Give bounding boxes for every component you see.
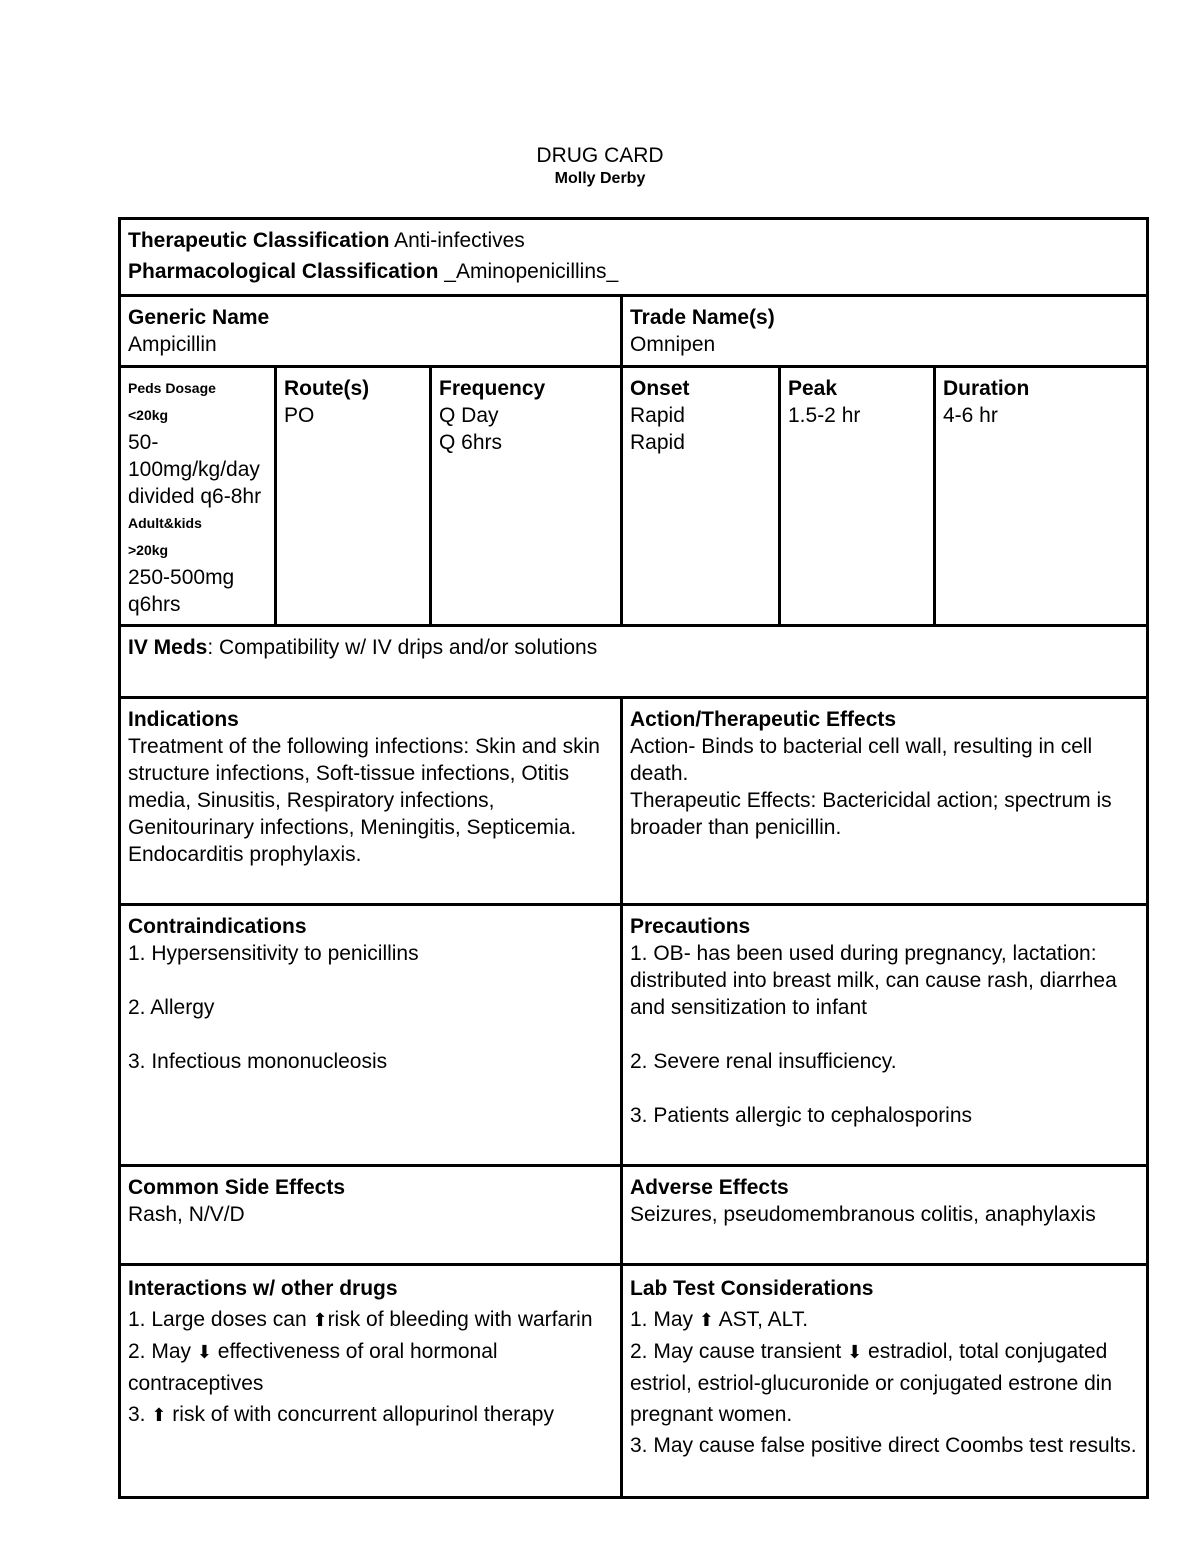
contraindication-item: 3. Infectious mononucleosis [128,1050,388,1073]
pharmacological-classification-value: _Aminopenicillins_ [438,260,619,283]
dosage-row [120,367,1148,626]
precaution-item: 2. Severe renal insufficiency. [630,1050,897,1073]
action-cell [622,698,1148,905]
side-effects-row [120,1166,1148,1265]
interactions-row [120,1265,1148,1498]
trade-name-label: Trade Name(s) [630,306,775,329]
indications-row [120,698,1148,905]
action-label: Action/Therapeutic Effects [630,708,897,731]
indications-cell [120,698,622,905]
peak-cell [780,367,935,626]
interaction-text: risk of bleeding with warfarin [327,1308,593,1331]
onset-label: Onset [630,377,690,400]
names-row [120,296,1148,367]
classification-row [120,219,1148,296]
interactions-label: Interactions w/ other drugs [128,1277,398,1300]
contraindications-cell [120,905,622,1166]
trade-name-cell [622,296,1148,367]
generic-name-label: Generic Name [128,306,270,329]
route-cell [276,367,431,626]
contraindications-row [120,905,1148,1166]
arrow-down-icon: ⬇ [847,1342,863,1362]
duration-value: 4-6 hr [943,404,998,427]
under-20kg-dose: 50-100mg/kg/day divided q6-8hr [128,431,262,508]
precaution-item: 3. Patients allergic to cephalosporins [630,1104,973,1127]
adverse-effects-value: Seizures, pseudomembranous colitis, anaphylaxis [630,1203,1096,1226]
peak-label: Peak [788,377,838,400]
iv-meds-label: IV Meds [128,636,208,659]
interaction-text: 2. May [128,1340,197,1363]
frequency-cell [431,367,622,626]
duration-label: Duration [943,377,1030,400]
indications-text: Treatment of the following infections: Skin and skin structure infections, Soft-tissue infections, Otitis media, Sinusitis, Respiratory infections, Genitourinary infections, Meningitis, Septicemia. Endocarditis prophylaxis. [128,735,600,866]
interaction-item [128,1399,613,1431]
lab-test-text: AST, ALT. [713,1308,809,1331]
onset-cell [622,367,780,626]
under-20kg-label: <20kg [128,407,169,423]
contraindications-label: Contraindications [128,915,307,938]
pharmacological-classification-label: Pharmacological Classification [128,260,439,283]
therapeutic-effects-text: Therapeutic Effects: Bactericidal action; spectrum is broader than penicillin. [630,789,1112,839]
page-title: DRUG CARD [536,144,664,167]
arrow-up-icon: ⬆ [312,1310,328,1330]
arrow-up-icon: ⬆ [698,1310,714,1330]
side-effects-label: Common Side Effects [128,1176,346,1199]
route-value: PO [284,404,315,427]
lab-test-text: 1. May [630,1308,699,1331]
peak-value: 1.5-2 hr [788,404,861,427]
interaction-item [128,1336,613,1399]
side-effects-cell [120,1166,622,1265]
route-label: Route(s) [284,377,370,400]
duration-cell [935,367,1148,626]
contraindication-item: 1. Hypersensitivity to penicillins [128,942,419,965]
lab-test-item: 3. May cause false positive direct Coombs test results. [630,1434,1137,1457]
precautions-cell [622,905,1148,1166]
iv-meds-row [120,626,1148,698]
adverse-effects-cell [622,1166,1148,1265]
precaution-item: 1. OB- has been used during pregnancy, lactation: distributed into breast milk, can cause rash, diarrhea and sensitization to infant [630,942,1117,1019]
adverse-effects-label: Adverse Effects [630,1176,789,1199]
document-header [0,143,1200,189]
generic-name-value: Ampicillin [128,333,217,356]
iv-meds-cell [120,626,1148,698]
generic-name-cell [120,296,622,367]
over-20kg-dose: 250-500mg q6hrs [128,566,235,616]
lab-tests-label: Lab Test Considerations [630,1277,874,1300]
therapeutic-classification-value: Anti-infectives [389,229,525,252]
interaction-text: 3. [128,1403,152,1426]
lab-test-item [630,1336,1139,1430]
peds-dosage-cell [120,367,276,626]
lab-tests-cell [622,1265,1148,1498]
therapeutic-classification-label: Therapeutic Classification [128,229,390,252]
side-effects-value: Rash, N/V/D [128,1203,245,1226]
interaction-item [128,1304,613,1336]
lab-test-text: 2. May cause transient [630,1340,848,1363]
interaction-text: 1. Large doses can [128,1308,313,1331]
action-text: Action- Binds to bacterial cell wall, resulting in cell death. [630,735,1093,785]
drug-card-table [118,217,1149,1499]
indications-label: Indications [128,708,239,731]
adult-kids-label: Adult&kids [128,515,202,531]
over-20kg-label: >20kg [128,542,169,558]
arrow-down-icon: ⬇ [196,1342,212,1362]
iv-meds-value: : Compatibility w/ IV drips and/or solutions [207,636,598,659]
precautions-label: Precautions [630,915,751,938]
classification-cell [120,219,1148,296]
lab-test-item [630,1304,1139,1336]
arrow-up-icon: ⬆ [151,1405,167,1425]
interaction-text: effectiveness of oral hormonal contraceptives [128,1340,498,1395]
trade-name-value: Omnipen [630,333,716,356]
lab-test-text: estradiol, total conjugated estriol, estriol-glucuronide or conjugated estrone din pregnant women. [630,1340,1113,1426]
contraindication-item: 2. Allergy [128,996,215,1019]
onset-value: Rapid Rapid [630,404,685,454]
interactions-cell [120,1265,622,1498]
interaction-text: risk of with concurrent allopurinol therapy [166,1403,554,1426]
frequency-value: Q Day Q 6hrs [439,404,503,454]
peds-dosage-label: Peds Dosage [128,380,216,396]
author-name: Molly Derby [554,170,646,187]
frequency-label: Frequency [439,377,546,400]
